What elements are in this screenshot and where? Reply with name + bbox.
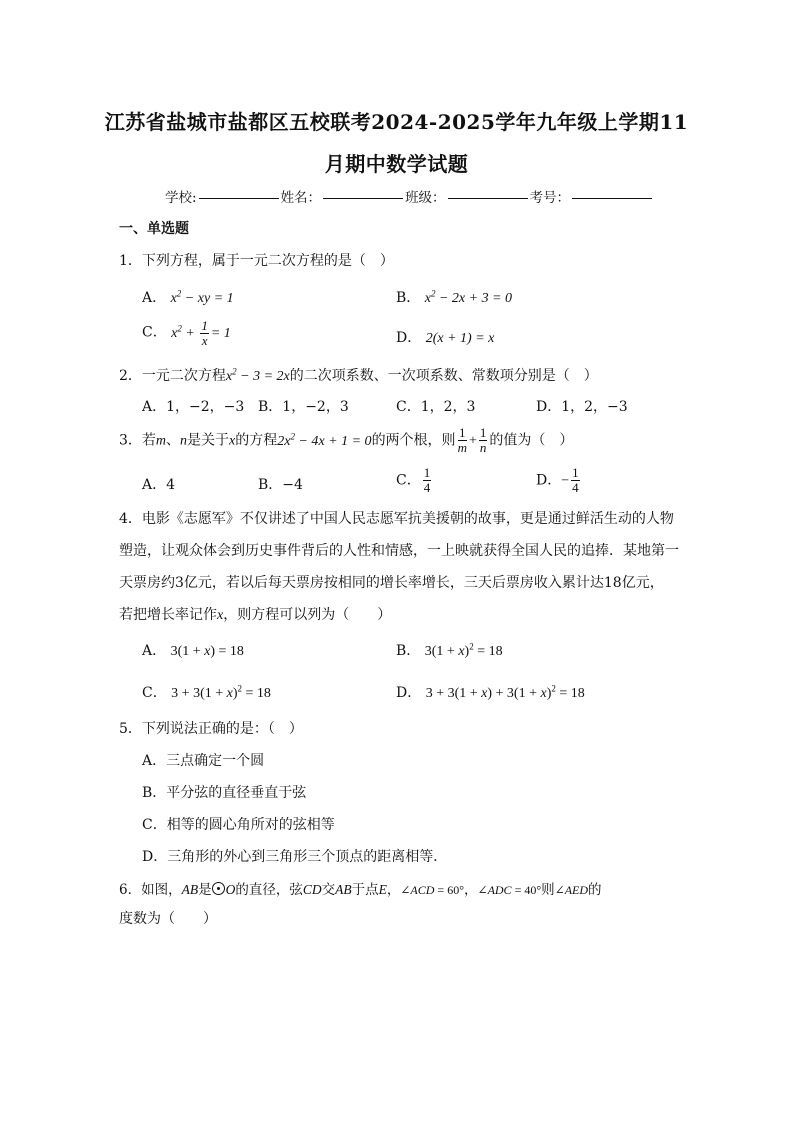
q4-option-a[interactable]: A． 3(1 + x) = 18 <box>142 643 244 659</box>
q4-option-b[interactable]: B． $3(1 + x)^2 = 18$ <box>396 641 503 659</box>
exam-no-label: 考号： <box>529 190 571 206</box>
q1-d-formula: 2(x + 1) = x <box>425 331 495 346</box>
q3-option-c[interactable]: C． $\frac{1}{4}$ <box>396 465 431 495</box>
q4-c-formula: $3 + 3(1 + x)^2 = 18$ <box>171 683 271 701</box>
q4-option-c[interactable]: C． $3 + 3(1 + x)^2 = 18$ <box>142 683 271 701</box>
q3-c-fraction: $\frac{1}{4}$ <box>423 465 431 495</box>
q4-line4: 若把增长率记作x，则方程可以列为（ ） <box>119 607 392 623</box>
q5-option-a[interactable]: A．三点确定一个圆 <box>142 753 265 769</box>
school-blank[interactable] <box>199 197 279 199</box>
q2-option-b[interactable]: B．1，−2，3 <box>258 399 349 415</box>
q6-line2: 度数为（ ） <box>119 911 217 927</box>
q4-b-formula: $3(1 + x)^2 = 18$ <box>424 641 503 659</box>
q5-option-d[interactable]: D．三角形的外心到三角形三个顶点的距离相等． <box>142 849 448 865</box>
q3-option-b[interactable]: B．−4 <box>258 477 303 493</box>
q5-option-c[interactable]: C．相等的圆心角所对的弦相等 <box>142 817 335 833</box>
circle-symbol-icon <box>212 882 225 895</box>
section-heading-single-choice: 一、单选题 <box>119 221 189 237</box>
q1-option-d[interactable]: D． 2(x + 1) = x <box>396 330 495 346</box>
q4-line1: 4．电影《志愿军》不仅讲述了中国人民志愿军抗美援朝的故事，更是通过鲜活生动的人物 <box>119 511 674 527</box>
q1-option-a[interactable]: A． $x^2$ − xy = 1 <box>142 288 234 306</box>
q2-option-a[interactable]: A．1，−2，−3 <box>142 399 245 415</box>
name-blank[interactable] <box>323 197 403 199</box>
q3-equation: $2x^2 - 4x + 1 = 0$ <box>277 430 372 449</box>
q4-line3: 天票房约3亿元，若以后每天票房按相同的增长率增长，三天后票房收入累计达18亿元， <box>119 575 664 591</box>
class-blank[interactable] <box>448 197 528 199</box>
q4-d-formula: $3 + 3(1 + x) + 3(1 + x)^2 = 18$ <box>425 683 585 701</box>
exam-no-blank[interactable] <box>572 197 652 199</box>
q2-option-d[interactable]: D．1，2，−3 <box>536 399 628 415</box>
q2-equation: $x^2 - 3 = 2x$ <box>225 366 290 384</box>
q1-option-c[interactable]: C． $x^2$ + $\frac{1}{x}$ = 1 <box>142 318 231 348</box>
q3-option-a[interactable]: A．4 <box>142 477 176 493</box>
q2-option-c[interactable]: C．1，2，3 <box>396 399 476 415</box>
q3-d-fraction: $\frac{1}{4}$ <box>572 465 579 495</box>
q6-stem: 6．如图，AB是 O的直径，弦CD交AB于点E，∠ACD = 60°，∠ADC = 40°则∠AED的 <box>119 882 602 898</box>
q1-c-formula: $x^2$ + $\frac{1}{x}$ = 1 <box>171 318 231 348</box>
q1-option-b[interactable]: B． $x^2 - 2x + 3 = 0$ <box>396 288 513 306</box>
q1-stem: 1．下列方程，属于一元二次方程的是（ ） <box>119 253 394 269</box>
name-label: 姓名： <box>280 190 322 206</box>
q4-option-d[interactable]: D． $3 + 3(1 + x) + 3(1 + x)^2 = 18$ <box>396 683 585 701</box>
q3-option-d[interactable]: D．− $\frac{1}{4}$ <box>536 465 579 495</box>
q2-stem: 2．一元二次方程$x^2 - 3 = 2x$的二次项系数、一次项系数、常数项分别是（ ） <box>119 366 598 384</box>
q3-stem: 3．若m、n是关于x的方程$2x^2 - 4x + 1 = 0$的两个根，则 $\frac{1}{m}$ + $\frac{1}{n}$ 的值为（ ） <box>119 425 574 455</box>
class-label: 班级： <box>405 190 446 206</box>
school-label: 学校: <box>165 190 197 206</box>
q4-line2: 塑造，让观众体会到历史事件背后的人性和情感，一上映就获得全国人民的追捧．某地第一 <box>119 543 679 559</box>
page-title-line2: 月期中数学试题 <box>324 152 469 176</box>
q4-a-formula: 3(1 + x) = 18 <box>170 644 244 659</box>
student-info-row <box>165 186 654 206</box>
q1-a-formula: $x^2$ − xy = 1 <box>170 288 234 306</box>
q5-stem: 5．下列说法正确的是：（ ） <box>119 721 303 737</box>
q1-b-formula: $x^2 - 2x + 3 = 0$ <box>424 288 513 306</box>
q5-option-b[interactable]: B．平分弦的直径垂直于弦 <box>142 785 307 801</box>
page-title-line1: 江苏省盐城市盐都区五校联考2024-2025学年九年级上学期11 <box>104 110 689 134</box>
